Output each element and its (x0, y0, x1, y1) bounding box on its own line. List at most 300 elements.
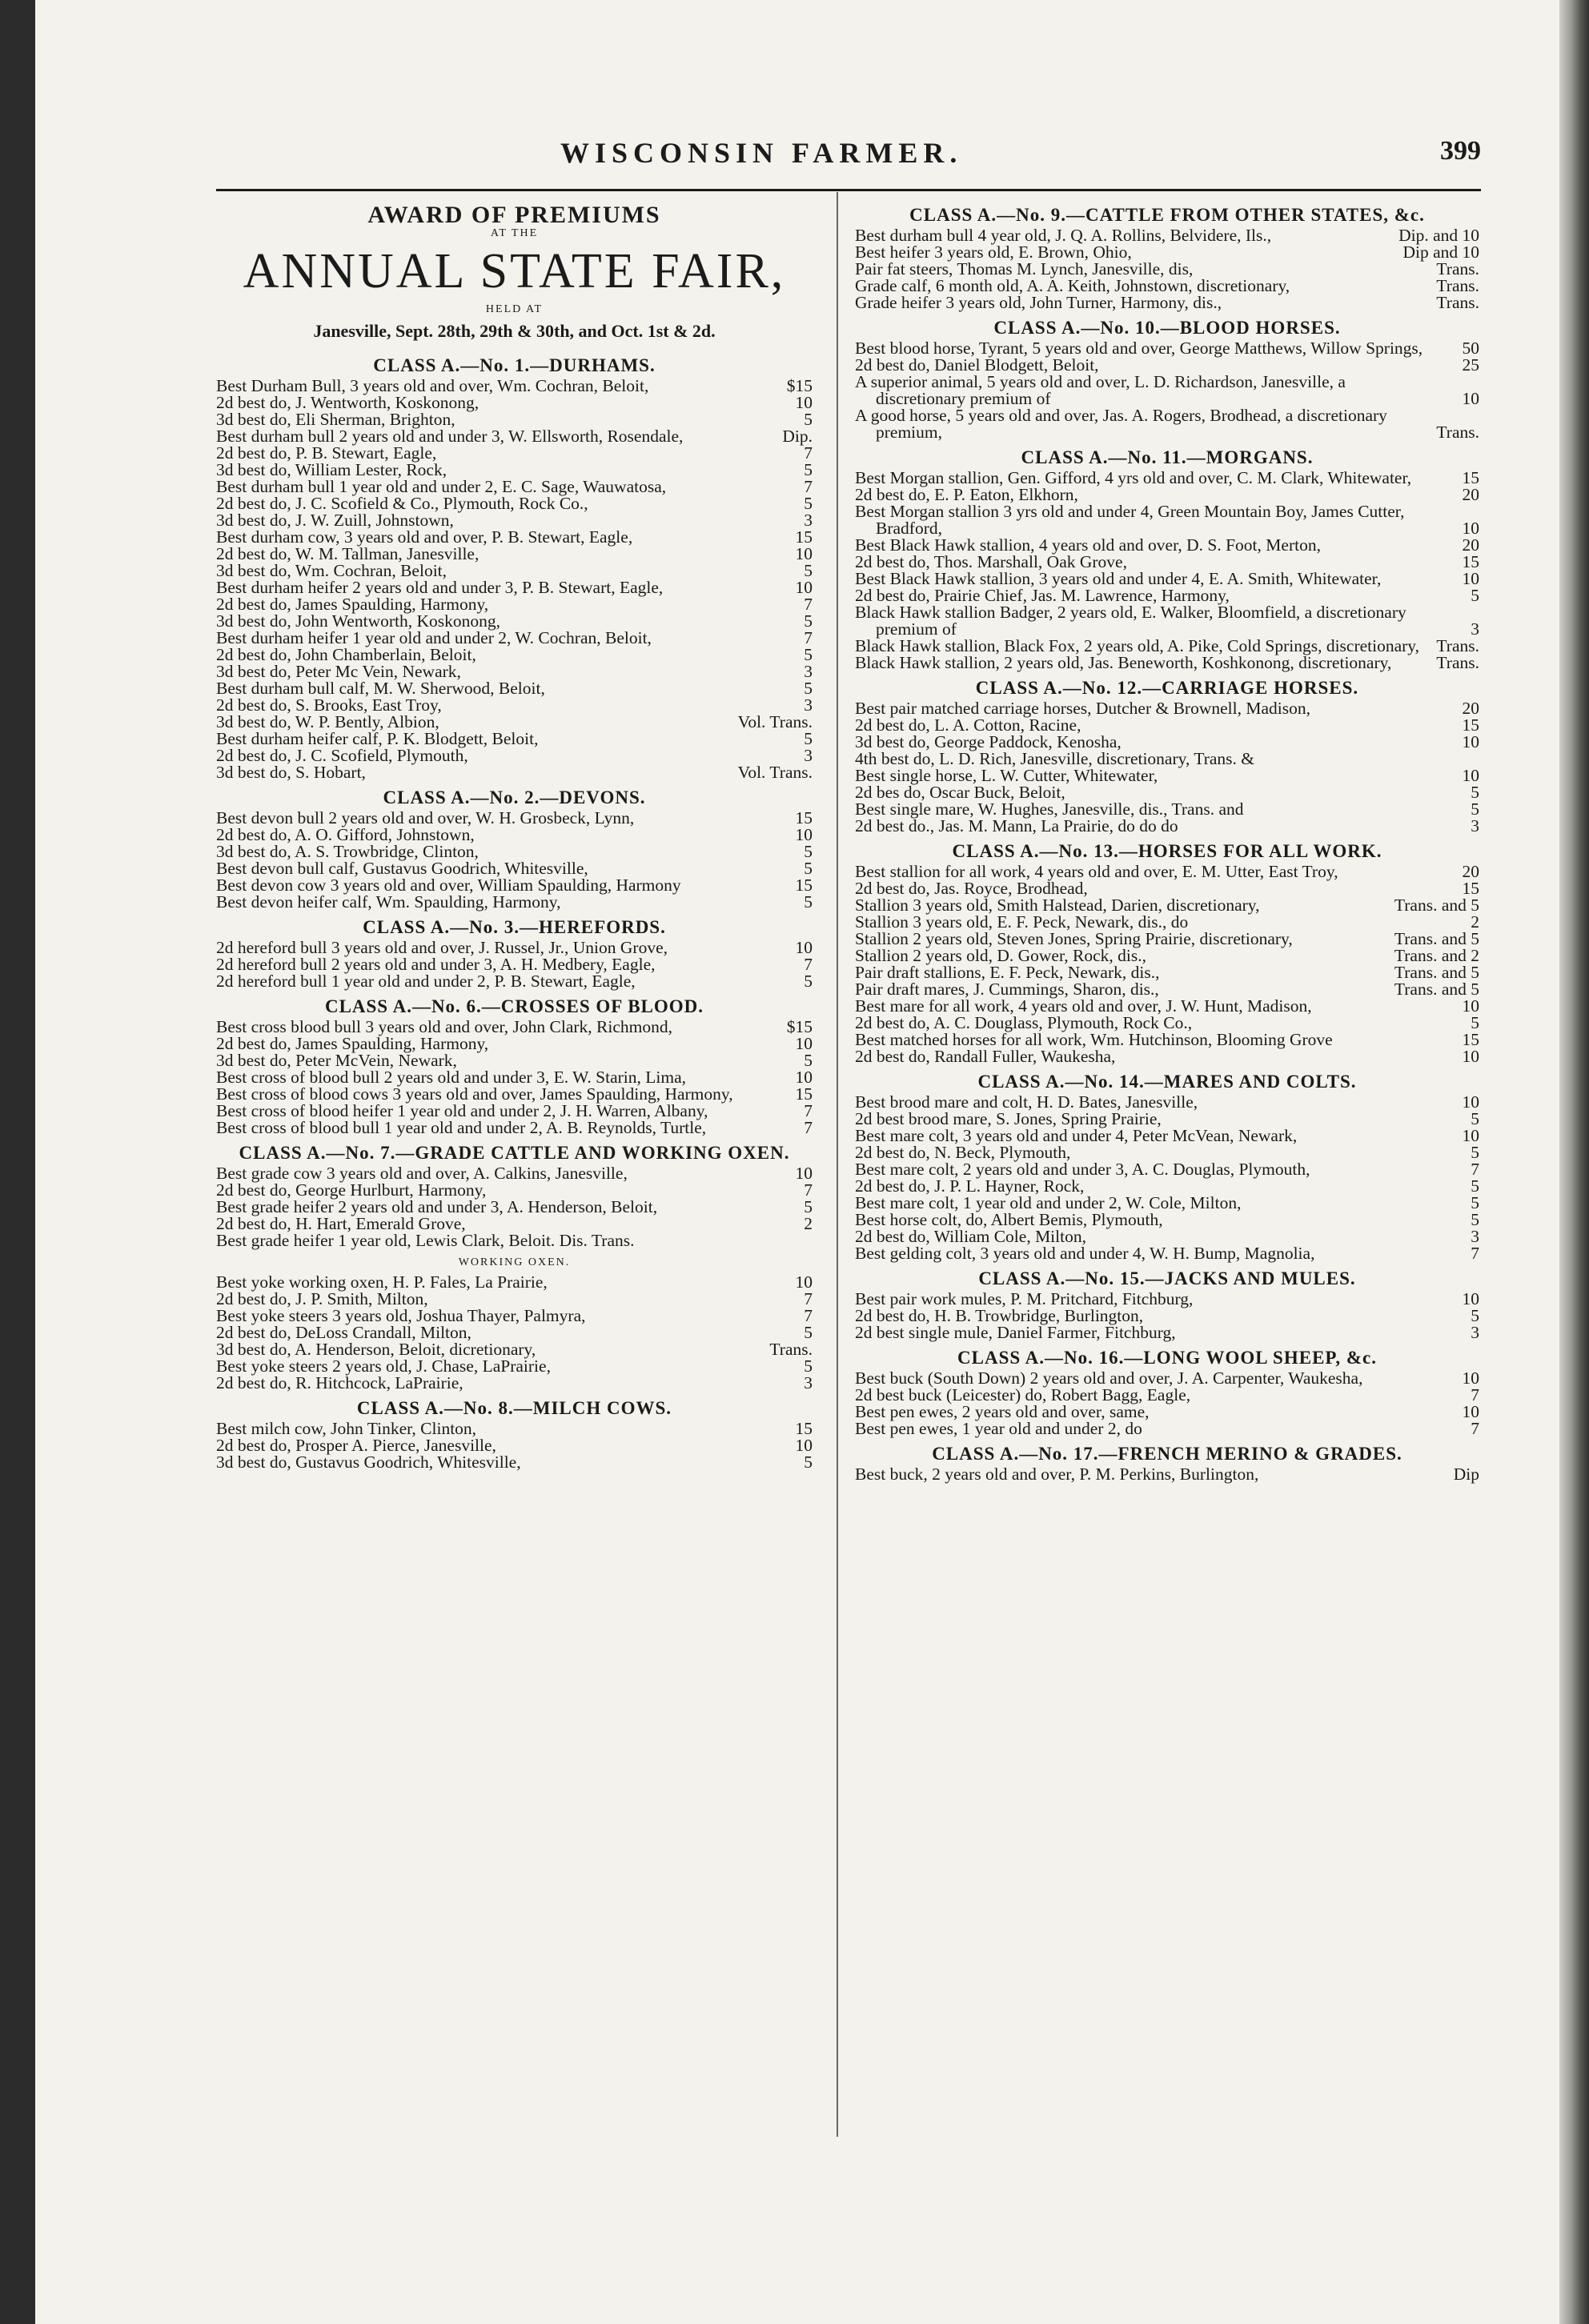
award-entry (216, 764, 813, 781)
entry-text: 2d best brood mare, S. Jones, Spring Prairie, (855, 1109, 1162, 1128)
premium-value: Trans. (1436, 276, 1479, 295)
entry-text: Best Durham Bull, 3 years old and over, Wm. Cochran, Beloit, (216, 376, 649, 395)
entry-text: Stallion 2 years old, Steven Jones, Spring Prairie, discretionary, (855, 929, 1293, 948)
class-heading: CLASS A.—No. 2.—DEVONS. (383, 787, 646, 807)
premium-value: 10 (1462, 1402, 1479, 1421)
premium-value: 10 (1462, 732, 1479, 751)
premium-value: Trans. (1436, 259, 1479, 278)
entry-text: Best pair work mules, P. M. Pritchard, Fitchburg, (855, 1289, 1194, 1308)
premium-value: 3 (804, 662, 813, 681)
award-entry (216, 1052, 813, 1069)
award-entry (216, 1274, 813, 1291)
premium-value: Trans. and 5 (1394, 963, 1479, 982)
premium-value: 5 (804, 892, 813, 912)
premium-value: 15 (1462, 1030, 1479, 1049)
entry-text: 2d best do, Randall Fuller, Waukesha, (855, 1047, 1116, 1066)
award-entry (855, 818, 1479, 835)
entry-text: Best durham bull 2 years old and under 3, W. Ellsworth, Rosendale, (216, 427, 684, 446)
award-entry (216, 1308, 813, 1324)
award-entry (855, 914, 1479, 931)
class-heading: CLASS A.—No. 6.—CROSSES OF BLOOD. (324, 996, 704, 1016)
premium-value: 5 (804, 1323, 813, 1342)
entry-text: Best durham bull calf, M. W. Sherwood, Beloit, (216, 679, 545, 698)
award-entry (855, 655, 1479, 671)
premium-value: 7 (1471, 1160, 1479, 1179)
premium-value: 15 (795, 876, 813, 895)
award-entry (216, 1086, 813, 1103)
class-heading: CLASS A.—No. 8.—MILCH COWS. (356, 1398, 672, 1418)
award-entry (216, 546, 813, 563)
entry-text: Best single horse, L. W. Cutter, Whitewater, (855, 766, 1158, 785)
premium-value: 2 (1471, 912, 1479, 932)
premium-value: 5 (804, 460, 813, 479)
entry-text: Best durham heifer 2 years old and under 3, P. B. Stewart, Eagle, (216, 578, 664, 597)
award-entry (216, 428, 813, 445)
entry-text: 2d best do., Jas. M. Mann, La Prairie, do do do (855, 816, 1178, 835)
premium-value: 15 (1462, 879, 1479, 898)
premium-value: 5 (1471, 586, 1479, 605)
award-entry (855, 751, 1479, 767)
premium-value: 3 (804, 695, 813, 715)
premium-value: Vol. Trans. (737, 712, 813, 731)
entry-text: Best heifer 3 years old, E. Brown, Ohio, (855, 242, 1132, 262)
entry-text: 3d best do, Gustavus Goodrich, Whitesville, (216, 1452, 521, 1472)
entry-text: Best cross of blood cows 3 years old and over, James Spaulding, Harmony, (216, 1084, 733, 1104)
entry-text: 3d best do, Wm. Cochran, Beloit, (216, 561, 447, 580)
premium-value: 10 (795, 1068, 813, 1087)
award-entry (216, 663, 813, 680)
entry-text: 2d best do, J. C. Scofield & Co., Plymouth, Rock Co., (216, 494, 588, 513)
award-entry (855, 587, 1479, 604)
premium-value: 7 (1471, 1244, 1479, 1263)
award-entry (216, 1103, 813, 1120)
entry-text: 2d best do, J. Wentworth, Koskonong, (216, 393, 480, 412)
award-entry (216, 956, 813, 973)
entry-text: Best single mare, W. Hughes, Janesville, dis., Trans. and (855, 799, 1244, 819)
premium-value: 5 (804, 1197, 813, 1216)
premium-value: 5 (804, 645, 813, 664)
award-entry (216, 378, 813, 395)
award-entry (855, 897, 1479, 914)
column-rule (837, 192, 838, 2137)
award-entry (216, 512, 813, 529)
intro-fair-title: ANNUAL STATE FAIR, (243, 244, 786, 299)
entry-text: Best pair matched carriage horses, Dutcher & Brownell, Madison, (855, 699, 1310, 718)
premium-value: 10 (795, 1034, 813, 1053)
award-entry (216, 894, 813, 911)
entry-text: Black Hawk stallion Badger, 2 years old, E. Walker, Bloomfield, a discretionary premium of (855, 603, 1406, 639)
intro-award: AWARD OF PREMIUMS (367, 202, 661, 228)
award-entry (855, 784, 1479, 801)
class-heading: CLASS A.—No. 16.—LONG WOOL SHEEP, &c. (957, 1348, 1377, 1368)
premium-value: Dip (1453, 1465, 1479, 1484)
subsection-heading: WORKING OXEN. (458, 1256, 571, 1268)
header-rule (216, 189, 1481, 191)
premium-value: 15 (1462, 715, 1479, 735)
entry-text: Best brood mare and colt, H. D. Bates, Janesville, (855, 1092, 1198, 1112)
premium-value: Trans. and 5 (1394, 896, 1479, 915)
award-entry (216, 395, 813, 411)
class-heading: CLASS A.—No. 12.—CARRIAGE HORSES. (975, 678, 1359, 698)
premium-value: 10 (1462, 1047, 1479, 1066)
entry-text: Best devon heifer calf, Wm. Spaulding, Harmony, (216, 892, 561, 912)
entry-text: Best grade cow 3 years old and over, A. Calkins, Janesville, (216, 1164, 628, 1183)
entry-text: Best buck (South Down) 2 years old and over, J. A. Carpenter, Waukesha, (855, 1368, 1363, 1388)
award-entry (216, 810, 813, 827)
class-heading: CLASS A.—No. 10.—BLOOD HORSES. (993, 318, 1341, 338)
entry-text: Best cross of blood bull 2 years old and under 3, E. W. Starin, Lima, (216, 1068, 686, 1087)
entry-text: Best durham bull 1 year old and under 2, E. C. Sage, Wauwatosa, (216, 477, 667, 496)
premium-value: 7 (804, 1118, 813, 1137)
award-entry (855, 374, 1479, 407)
award-entry (855, 1015, 1479, 1032)
entry-text: Best mare colt, 3 years old and under 4, Peter McVean, Newark, (855, 1126, 1298, 1145)
premium-value: 5 (1471, 1193, 1479, 1212)
entry-text: Grade calf, 6 month old, A. A. Keith, Johnstown, discretionary, (855, 276, 1290, 295)
entry-text: Best cross of blood bull 1 year old and under 2, A. B. Reynolds, Turtle, (216, 1118, 707, 1137)
premium-value: 3 (804, 511, 813, 530)
premium-value: 10 (795, 544, 813, 563)
award-entry (855, 554, 1479, 571)
award-entry (855, 1048, 1479, 1065)
award-entry (855, 734, 1479, 751)
entry-text: 2d best do, Prosper A. Pierce, Janesville, (216, 1436, 496, 1455)
entry-text: Pair draft mares, J. Cummings, Sharon, dis., (855, 980, 1159, 999)
entry-text: 3d best do, Eli Sherman, Brighton, (216, 410, 455, 429)
award-entry (855, 1032, 1479, 1048)
award-entry (855, 1161, 1479, 1178)
award-entry (216, 647, 813, 663)
premium-value: 5 (804, 410, 813, 429)
award-entry (216, 1358, 813, 1375)
award-entry (216, 1341, 813, 1358)
page-edge-right (1559, 0, 1589, 2324)
award-entry (855, 1404, 1479, 1420)
entry-text: Best durham bull 4 year old, J. Q. A. Rollins, Belvidere, Ils., (855, 226, 1272, 245)
page-number: 399 (1440, 136, 1481, 166)
premium-value: 20 (1462, 699, 1479, 718)
premium-value: Trans. and 2 (1394, 946, 1479, 965)
premium-value: 10 (795, 1436, 813, 1455)
premium-value: Vol. Trans. (737, 763, 813, 782)
entry-text: 2d best single mule, Daniel Farmer, Fitchburg, (855, 1323, 1176, 1342)
premium-value: 3 (1471, 619, 1479, 639)
award-entry (216, 1291, 813, 1308)
award-entry (216, 1216, 813, 1232)
award-entry (855, 604, 1479, 638)
entry-text: A superior animal, 5 years old and over, L. D. Richardson, Janesville, a discretionary premium of (855, 372, 1346, 408)
award-entry (216, 1232, 813, 1249)
entry-text: Best pen ewes, 1 year old and under 2, do (855, 1419, 1142, 1438)
entry-text: Best Morgan stallion 3 yrs old and under 4, Green Mountain Boy, James Cutter, Bradford, (855, 502, 1405, 538)
award-entry (855, 638, 1479, 655)
award-entry (855, 1387, 1479, 1404)
premium-value: 5 (804, 611, 813, 631)
entry-text: Best durham heifer calf, P. K. Blodgett, Beloit, (216, 729, 539, 748)
entry-text: Best horse colt, do, Albert Bemis, Plymouth, (855, 1210, 1163, 1229)
entry-text: 2d best do, James Spaulding, Harmony, (216, 595, 489, 614)
award-entry (216, 714, 813, 731)
entry-text: Best devon cow 3 years old and over, William Spaulding, Harmony (216, 876, 681, 895)
entry-text: 4th best do, L. D. Rich, Janesville, discretionary, Trans. & (855, 749, 1255, 768)
premium-value: 15 (1462, 468, 1479, 487)
entry-text: 2d best do, S. Brooks, East Troy, (216, 695, 442, 715)
right-sections (855, 206, 1479, 1483)
premium-value: 5 (1471, 1210, 1479, 1229)
entry-text: 2d best do, J. C. Scofield, Plymouth, (216, 746, 468, 765)
entry-text: 3d best do, S. Hobart, (216, 763, 366, 782)
entry-text: 2d best do, Jas. Royce, Brodhead, (855, 879, 1088, 898)
award-entry (855, 1308, 1479, 1324)
award-entry (855, 295, 1479, 311)
award-entry (216, 1120, 813, 1136)
premium-value: 15 (795, 808, 813, 827)
entry-text: 3d best do, Peter Mc Vein, Newark, (216, 662, 461, 681)
award-entry (216, 1375, 813, 1392)
entry-text: Best pen ewes, 2 years old and over, same, (855, 1402, 1150, 1421)
entry-text: A good horse, 5 years old and over, Jas. A. Rogers, Brodhead, a discretionary premium, (855, 406, 1387, 442)
premium-value: 5 (804, 494, 813, 513)
award-entry (855, 1228, 1479, 1245)
entry-text: 2d hereford bull 2 years old and under 3, A. H. Medbery, Eagle, (216, 955, 656, 974)
class-heading: CLASS A.—No. 14.—MARES AND COLTS. (977, 1072, 1357, 1092)
entry-text: 2d best do, DeLoss Crandall, Milton, (216, 1323, 471, 1342)
entry-text: Best buck, 2 years old and over, P. M. Perkins, Burlington, (855, 1465, 1259, 1484)
premium-value: 10 (795, 393, 813, 412)
award-entry (216, 445, 813, 462)
award-entry (855, 407, 1479, 441)
award-entry (855, 1420, 1479, 1437)
award-entry (216, 1019, 813, 1036)
award-entry (855, 278, 1479, 295)
running-header (216, 134, 1481, 174)
entry-text: 2d hereford bull 1 year old and under 2, P. B. Stewart, Eagle, (216, 972, 636, 991)
entry-text: Grade heifer 3 years old, John Turner, Harmony, dis., (855, 293, 1222, 312)
premium-value: 5 (1471, 1109, 1479, 1128)
premium-value: 7 (804, 955, 813, 974)
award-entry (216, 596, 813, 613)
class-heading: CLASS A.—No. 7.—GRADE CATTLE AND WORKING OXEN. (239, 1143, 790, 1163)
entry-text: 2d best do, J. P. L. Hayner, Rock, (855, 1176, 1085, 1196)
premium-value: 5 (1471, 799, 1479, 819)
award-entry (855, 700, 1479, 717)
premium-value: 3 (1471, 1227, 1479, 1246)
entry-text: 3d best do, W. P. Bently, Albion, (216, 712, 439, 731)
premium-value: 7 (804, 628, 813, 647)
entry-text: Best blood horse, Tyrant, 5 years old and over, George Matthews, Willow Springs, (855, 339, 1423, 358)
premium-value: 10 (795, 938, 813, 957)
premium-value: 10 (795, 825, 813, 844)
award-entry (855, 1195, 1479, 1212)
premium-value: 15 (795, 1084, 813, 1104)
award-entry (855, 1128, 1479, 1144)
entry-text: 3d best do, A. S. Trowbridge, Clinton, (216, 842, 479, 861)
entry-text: 2d best do, H. Hart, Emerald Grove, (216, 1214, 466, 1233)
entry-text: 2d best do, L. A. Cotton, Racine, (855, 715, 1081, 735)
premium-value: Trans. and 5 (1394, 929, 1479, 948)
award-entry (216, 1182, 813, 1199)
award-entry (216, 1165, 813, 1182)
entry-text: Best Black Hawk stallion, 4 years old and over, D. S. Foot, Merton, (855, 535, 1321, 555)
entry-text: Best gelding colt, 3 years old and under 4, W. H. Bump, Magnolia, (855, 1244, 1315, 1263)
award-entry (855, 1144, 1479, 1161)
entry-text: Stallion 2 years old, D. Gower, Rock, dis., (855, 946, 1146, 965)
entry-text: Best mare colt, 2 years old and under 3, A. C. Douglas, Plymouth, (855, 1160, 1310, 1179)
premium-value: Trans. and 5 (1394, 980, 1479, 999)
premium-value: 7 (1471, 1385, 1479, 1404)
entry-text: Best mare colt, 1 year old and under 2, W. Cole, Milton, (855, 1193, 1242, 1212)
journal-title: WISCONSIN FARMER. (560, 137, 963, 169)
class-heading: CLASS A.—No. 3.—HEREFORDS. (363, 917, 666, 937)
premium-value: Dip. (782, 427, 813, 446)
entry-text: 2d best do, Prairie Chief, Jas. M. Lawrence, Harmony, (855, 586, 1230, 605)
entry-text: Pair fat steers, Thomas M. Lynch, Janesville, dis, (855, 259, 1194, 278)
award-entry (216, 1454, 813, 1471)
premium-value: 2 (804, 1214, 813, 1233)
premium-value: 50 (1462, 339, 1479, 358)
premium-value: 10 (1462, 1126, 1479, 1145)
left-sections (216, 357, 813, 1471)
award-entry (855, 1245, 1479, 1262)
entry-text: Best devon bull calf, Gustavus Goodrich, Whitesville, (216, 859, 588, 878)
premium-value: 5 (804, 972, 813, 991)
entry-text: Best Black Hawk stallion, 3 years old and under 4, E. A. Smith, Whitewater, (855, 569, 1382, 588)
entry-text: Best durham heifer 1 year old and under 2, W. Cochran, Beloit, (216, 628, 652, 647)
right-column (855, 198, 1479, 1483)
class-heading: CLASS A.—No. 15.—JACKS AND MULES. (978, 1268, 1356, 1288)
entry-text: Best matched horses for all work, Wm. Hutchinson, Blooming Grove (855, 1030, 1333, 1049)
entry-text: 2d best do, William Cole, Milton, (855, 1227, 1086, 1246)
entry-text: 3d best do, Peter McVein, Newark, (216, 1051, 457, 1070)
premium-value: 5 (804, 679, 813, 698)
award-entry (855, 1111, 1479, 1128)
intro-held-at: HELD AT (485, 303, 544, 315)
entry-text: 2d best do, W. M. Tallman, Janesville, (216, 544, 480, 563)
premium-value: Trans. (1436, 293, 1479, 312)
award-entry (855, 244, 1479, 261)
premium-value: 10 (1462, 996, 1479, 1016)
award-entry (216, 680, 813, 697)
award-entry (855, 717, 1479, 734)
award-entry (855, 1094, 1479, 1111)
entry-text: Best milch cow, John Tinker, Clinton, (216, 1419, 477, 1438)
premium-value: 10 (795, 578, 813, 597)
entry-text: 2d best do, P. B. Stewart, Eagle, (216, 443, 437, 463)
entry-text: Best Morgan stallion, Gen. Gifford, 4 yrs old and over, C. M. Clark, Whitewater, (855, 468, 1412, 487)
award-entry (855, 948, 1479, 964)
award-entry (855, 261, 1479, 278)
award-entry (855, 1466, 1479, 1483)
premium-value: 20 (1462, 485, 1479, 504)
entry-text: 2d best do, George Hurlburt, Harmony, (216, 1180, 487, 1200)
premium-value: 15 (1462, 552, 1479, 571)
award-entry (855, 1212, 1479, 1228)
entry-text: 2d hereford bull 3 years old and over, J. Russel, Jr., Union Grove, (216, 938, 668, 957)
entry-text: Black Hawk stallion, Black Fox, 2 years old, A. Pike, Cold Springs, discretionary, (855, 636, 1420, 655)
award-entry (216, 940, 813, 956)
premium-value: 20 (1462, 535, 1479, 555)
award-entry (855, 880, 1479, 897)
premium-value: $15 (786, 1017, 813, 1036)
premium-value: 3 (804, 1373, 813, 1392)
entry-text: Best durham cow, 3 years old and over, P. B. Stewart, Eagle, (216, 527, 633, 547)
class-heading: CLASS A.—No. 17.—FRENCH MERINO & GRADES. (932, 1444, 1402, 1464)
class-heading: CLASS A.—No. 9.—CATTLE FROM OTHER STATES, &c. (909, 205, 1425, 225)
entry-text: 3d best do, A. Henderson, Beloit, dicretionary, (216, 1340, 536, 1359)
premium-value: 20 (1462, 862, 1479, 881)
award-entry (216, 747, 813, 764)
premium-value: 10 (1462, 389, 1479, 408)
premium-value: 5 (804, 561, 813, 580)
premium-value: 7 (804, 443, 813, 463)
premium-value: 7 (804, 1289, 813, 1308)
entry-text: 2d best buck (Leicester) do, Robert Bagg, Eagle, (855, 1385, 1191, 1404)
award-entry (855, 470, 1479, 487)
entry-text: 3d best do, John Wentworth, Koskonong, (216, 611, 501, 631)
award-entry (216, 731, 813, 747)
premium-value: 7 (804, 1180, 813, 1200)
entry-text: 2d best do, James Spaulding, Harmony, (216, 1034, 489, 1053)
award-entry (216, 697, 813, 714)
premium-value: 5 (1471, 1013, 1479, 1032)
award-entry (855, 998, 1479, 1015)
entry-text: Stallion 3 years old, E. F. Peck, Newark, dis., do (855, 912, 1189, 932)
premium-value: 10 (1462, 1092, 1479, 1112)
entry-text: 3d best do, William Lester, Rock, (216, 460, 447, 479)
premium-value: 7 (1471, 1419, 1479, 1438)
award-entry (216, 1437, 813, 1454)
premium-value: 5 (804, 842, 813, 861)
award-entry (216, 462, 813, 479)
entry-text: Black Hawk stallion, 2 years old, Jas. Beneworth, Koshkonong, discretionary, (855, 653, 1392, 672)
award-entry (216, 563, 813, 579)
premium-value: Dip. and 10 (1398, 226, 1479, 245)
premium-value: 5 (1471, 1176, 1479, 1196)
entry-text: Best mare for all work, 4 years old and over, J. W. Hunt, Madison, (855, 996, 1312, 1016)
premium-value: 15 (795, 527, 813, 547)
premium-value: 10 (1462, 519, 1479, 538)
award-entry (216, 860, 813, 877)
award-entry (216, 479, 813, 495)
premium-value: 3 (1471, 816, 1479, 835)
award-entry (216, 1420, 813, 1437)
award-entry (216, 1036, 813, 1052)
entry-text: 2d best do, H. B. Trowbridge, Burlington, (855, 1306, 1144, 1325)
entry-text: Best cross blood bull 3 years old and over, John Clark, Richmond, (216, 1017, 673, 1036)
award-entry (216, 613, 813, 630)
award-entry (855, 981, 1479, 998)
entry-text: 2d best do, N. Beck, Plymouth, (855, 1143, 1071, 1162)
award-entry (855, 503, 1479, 537)
premium-value: 10 (795, 1164, 813, 1183)
entry-text: 2d best do, J. P. Smith, Milton, (216, 1289, 428, 1308)
entry-text: Pair draft stallions, E. F. Peck, Newark, dis., (855, 963, 1160, 982)
entry-text: 3d best do, J. W. Zuill, Johnstown, (216, 511, 454, 530)
award-entry (216, 843, 813, 860)
premium-value: Trans. (1436, 636, 1479, 655)
entry-text: Best devon bull 2 years old and over, W. H. Grosbeck, Lynn, (216, 808, 635, 827)
premium-value: Trans. (769, 1340, 813, 1359)
premium-value: Trans. (1436, 423, 1479, 442)
premium-value: 7 (804, 595, 813, 614)
class-heading: CLASS A.—No. 11.—MORGANS. (1021, 447, 1314, 467)
entry-text: Stallion 3 years old, Smith Halstead, Darien, discretionary, (855, 896, 1260, 915)
award-entry (216, 1324, 813, 1341)
award-entry (855, 487, 1479, 503)
premium-value: 7 (804, 477, 813, 496)
entry-text: Best grade heifer 1 year old, Lewis Clark, Beloit. Dis. Trans. (216, 1231, 635, 1250)
premium-value: 3 (804, 746, 813, 765)
